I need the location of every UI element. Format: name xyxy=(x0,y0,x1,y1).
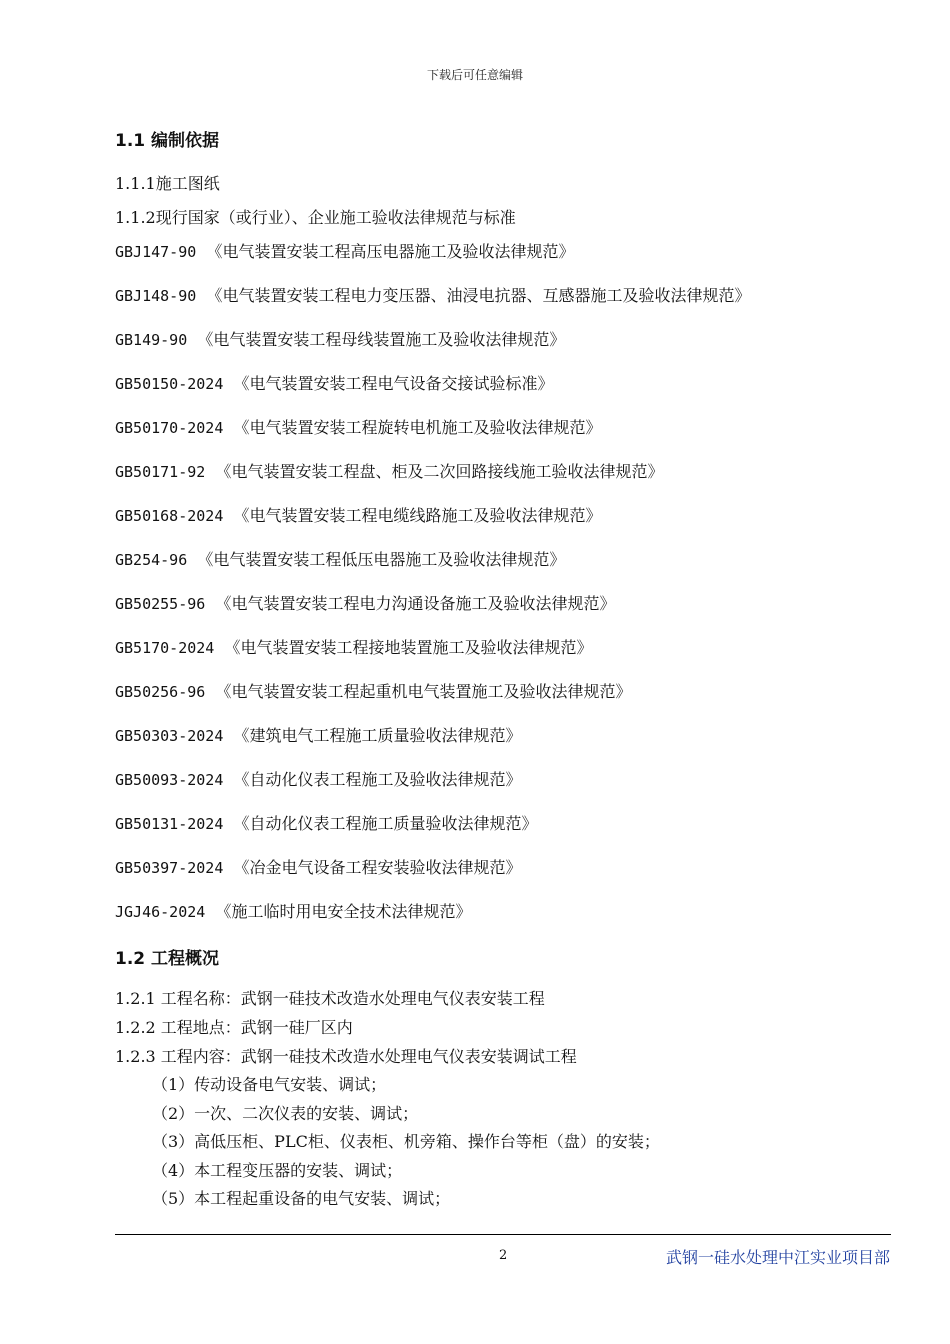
standard-item xyxy=(115,591,616,614)
item-1-1-1: 1.1.1施工图纸 xyxy=(115,174,220,193)
standard-code: GB50150-2024 xyxy=(115,375,224,393)
standard-title: 《电气装置安装工程接地装置施工及验收法律规范》 xyxy=(224,638,593,657)
section-heading-1-1: 1.1 编制依据 xyxy=(115,131,220,151)
standard-code: GB5170-2024 xyxy=(115,639,215,657)
page-header: 下载后可任意编辑 xyxy=(426,68,523,82)
standard-code: GB50093-2024 xyxy=(115,771,224,789)
standard-item xyxy=(115,415,602,438)
standard-title: 《冶金电气设备工程安装验收法律规范》 xyxy=(233,858,522,877)
footer-divider xyxy=(115,1234,891,1235)
standard-item xyxy=(115,811,538,834)
standard-title: 《自动化仪表工程施工质量验收法律规范》 xyxy=(233,814,538,833)
item-1-1-2: 1.1.2现行国家（或行业）、企业施工验收法律规范与标准 xyxy=(115,208,516,227)
standard-title: 《电气装置安装工程电力变压器、油浸电抗器、互感器施工及验收法律规范》 xyxy=(206,286,751,305)
standard-title: 《自动化仪表工程施工及验收法律规范》 xyxy=(233,770,522,789)
standard-item xyxy=(115,459,664,482)
standard-item xyxy=(115,679,632,702)
standard-title: 《电气装置安装工程电力沟通设备施工及验收法律规范》 xyxy=(215,594,616,613)
standard-item xyxy=(115,327,565,350)
list-item: （3）高低压柜、PLC柜、仪表柜、机旁箱、操作台等柜（盘）的安装； xyxy=(152,1132,660,1151)
standard-item xyxy=(115,899,472,922)
standard-title: 《电气装置安装工程旋转电机施工及验收法律规范》 xyxy=(233,418,602,437)
standard-item xyxy=(115,723,522,746)
list-item: （4）本工程变压器的安装、调试； xyxy=(152,1161,403,1180)
standard-item xyxy=(115,855,522,878)
standard-code: JGJ46-2024 xyxy=(115,903,206,921)
standard-title: 《施工临时用电安全技术法律规范》 xyxy=(215,902,472,921)
standard-code: GB149-90 xyxy=(115,331,188,349)
standard-code: GBJ147-90 xyxy=(115,243,197,261)
standard-code: GB50397-2024 xyxy=(115,859,224,877)
standard-title: 《电气装置安装工程盘、柜及二次回路接线施工验收法律规范》 xyxy=(215,462,664,481)
list-item: （2）一次、二次仪表的安装、调试； xyxy=(152,1104,419,1123)
list-item: （1）传动设备电气安装、调试； xyxy=(152,1075,387,1094)
standard-code: GB254-96 xyxy=(115,551,188,569)
page-number: 2 xyxy=(499,1248,508,1263)
standard-title: 《电气装置安装工程电气设备交接试验标准》 xyxy=(233,374,554,393)
standard-code: GB50255-96 xyxy=(115,595,206,613)
standard-item xyxy=(115,239,574,262)
standard-title: 《电气装置安装工程高压电器施工及验收法律规范》 xyxy=(206,242,575,261)
standard-title: 《电气装置安装工程低压电器施工及验收法律规范》 xyxy=(197,550,566,569)
list-item: （5）本工程起重设备的电气安装、调试； xyxy=(152,1189,451,1208)
project-location-line: 1.2.2 工程地点：武钢一硅厂区内 xyxy=(115,1018,353,1037)
standard-item xyxy=(115,767,522,790)
standard-code: GB50131-2024 xyxy=(115,815,224,833)
standard-code: GB50256-96 xyxy=(115,683,206,701)
standard-title: 《电气装置安装工程电缆线路施工及验收法律规范》 xyxy=(233,506,602,525)
standard-item xyxy=(115,283,750,306)
standard-code: GB50168-2024 xyxy=(115,507,224,525)
footer-organization: 武钢一硅水处理中江实业项目部 xyxy=(665,1248,890,1267)
standard-item xyxy=(115,635,593,658)
section-heading-1-2: 1.2 工程概况 xyxy=(115,949,220,969)
standard-code: GBJ148-90 xyxy=(115,287,197,305)
standard-code: GB50171-92 xyxy=(115,463,206,481)
standard-code: GB50170-2024 xyxy=(115,419,224,437)
standard-title: 《建筑电气工程施工质量验收法律规范》 xyxy=(233,726,522,745)
project-content-line: 1.2.3 工程内容：武钢一硅技术改造水处理电气仪表安装调试工程 xyxy=(115,1047,577,1066)
standard-item xyxy=(115,503,602,526)
standard-title: 《电气装置安装工程母线装置施工及验收法律规范》 xyxy=(197,330,566,349)
standard-code: GB50303-2024 xyxy=(115,727,224,745)
standard-item xyxy=(115,371,554,394)
standard-title: 《电气装置安装工程起重机电气装置施工及验收法律规范》 xyxy=(215,682,632,701)
project-name-line: 1.2.1 工程名称：武钢一硅技术改造水处理电气仪表安装工程 xyxy=(115,989,545,1008)
standard-item xyxy=(115,547,565,570)
